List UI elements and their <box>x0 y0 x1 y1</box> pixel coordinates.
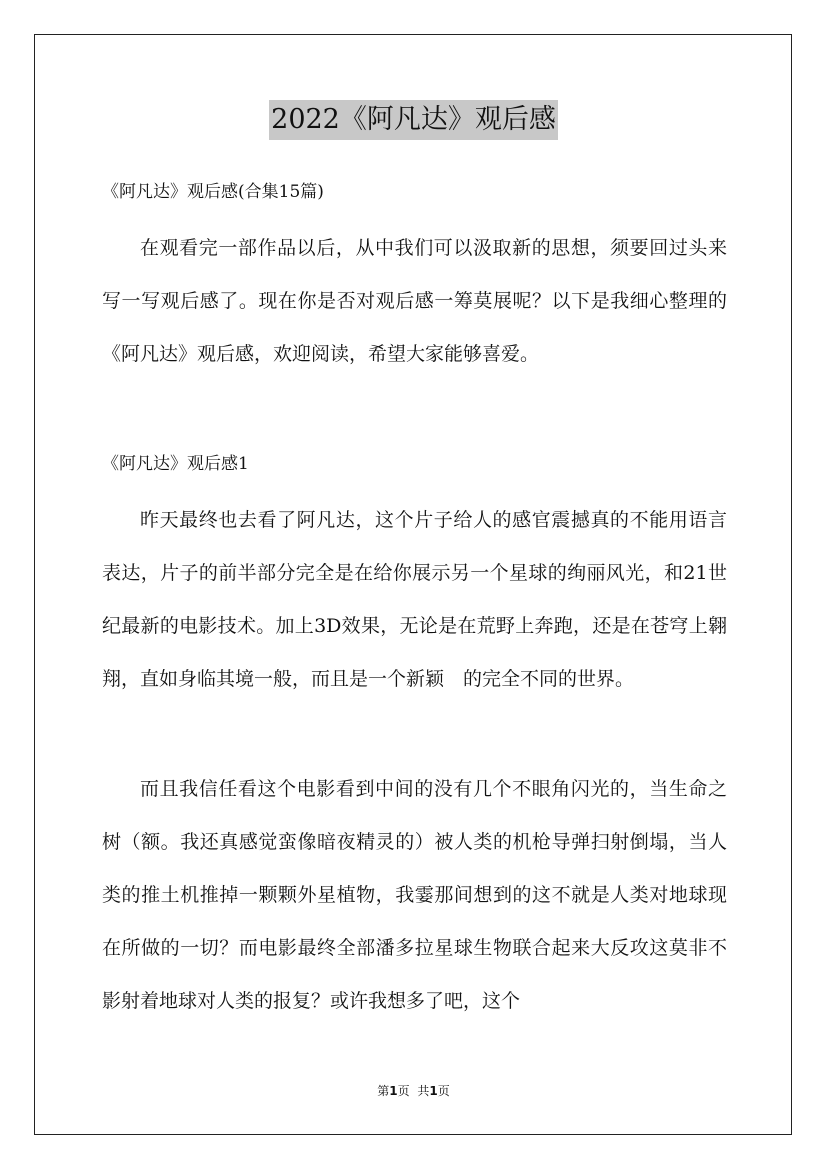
section-heading-1: 《阿凡达》观后感1 <box>102 454 249 474</box>
footer-page-number: 1 <box>389 1084 398 1098</box>
body-paragraph-2: 而且我信任看这个电影看到中间的没有几个不眼角闪光的，当生命之树（额。我还真感觉蛮像暗夜精灵的）被人类的机枪导弹扫射倒塌，当人类的推土机推掉一颗颗外星植物，我霎那间想到的这不就是人类对地球现在所做的一切？而电影最终全部潘多拉星球生物联合起来大反攻这莫非不影射着地球对人类的报复？或许我想多了吧，这个 <box>102 778 727 1012</box>
document-title: 2022《阿凡达》观后感 <box>269 100 558 140</box>
title-container <box>0 100 827 140</box>
footer-total-pages: 1 <box>429 1084 438 1098</box>
footer-page-suffix: 页 <box>397 1084 410 1098</box>
body-paragraph-1: 昨天最终也去看了阿凡达，这个片子给人的感官震撼真的不能用语言表达，片子的前半部分完全是在给你展示另一个星球的绚丽风光，和21世纪最新的电影技术。加上3D效果，无论是在荒野上奔跑，还是在苍穹上翱翔，直如身临其境一般，而且是一个新颖 的完全不同的世界。 <box>102 509 727 690</box>
intro-paragraph: 在观看完一部作品以后，从中我们可以汲取新的思想，须要回过头来写一写观后感了。现在你是否对观后感一筹莫展呢？以下是我细心整理的《阿凡达》观后感，欢迎阅读，希望大家能够喜爱。 <box>102 237 727 365</box>
page-footer <box>0 1082 827 1100</box>
footer-total-prefix: 共 <box>417 1084 430 1098</box>
document-subtitle: 《阿凡达》观后感(合集15篇) <box>102 182 324 202</box>
footer-total-suffix: 页 <box>437 1084 450 1098</box>
footer-page-prefix: 第 <box>377 1084 390 1098</box>
